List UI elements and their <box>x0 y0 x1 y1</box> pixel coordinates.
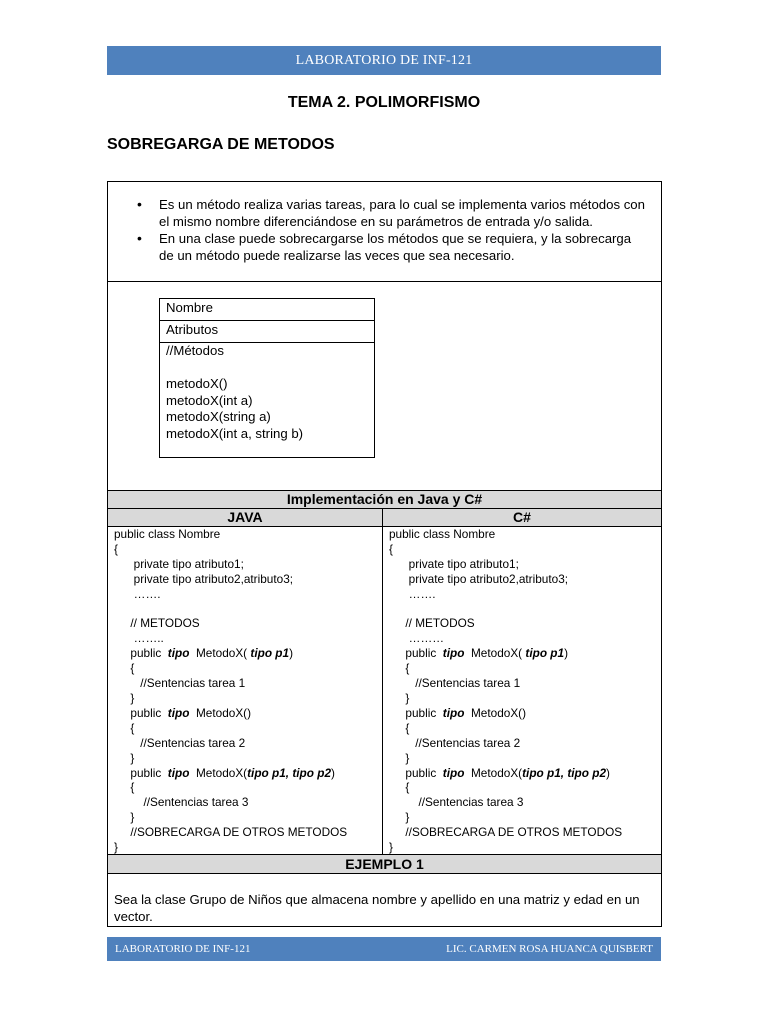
uml-class-diagram <box>159 298 375 458</box>
column-divider <box>382 508 383 854</box>
csharp-header: C# <box>383 509 661 526</box>
header-text: LABORATORIO DE INF-121 <box>295 53 473 68</box>
page-title: TEMA 2. POLIMORFISMO <box>287 94 481 111</box>
definition-list <box>137 196 647 264</box>
page-footer <box>107 937 661 961</box>
footer-right-text: LIC. CARMEN ROSA HUANCA QUISBERT <box>446 943 653 955</box>
java-header: JAVA <box>108 509 382 526</box>
page-header <box>107 46 661 75</box>
uml-class-name: Nombre <box>160 299 374 321</box>
uml-methods <box>166 343 303 443</box>
bullet-item: • En una clase puede sobrecargarse los métodos que se requiera, y la sobrecarga de un método puede realizarse las veces que sea necesario. <box>137 230 647 264</box>
section-title: SOBREGARGA DE METODOS <box>107 136 335 153</box>
uml-methods-header: //Métodos <box>166 343 224 358</box>
uml-method: metodoX(int a) <box>166 392 253 408</box>
bullet-item: • Es un método realiza varias tareas, para lo cual se implementa varios métodos con el mismo nombre diferenciándose en su parámetros de entrada y/o salida. <box>137 196 647 230</box>
impl-header: Implementación en Java y C# <box>108 491 661 508</box>
footer-left-text: LABORATORIO DE INF-121 <box>115 943 251 955</box>
csharp-code: public class Nombre { private tipo atributo1; private tipo atributo2,atributo3; ……. // METODOS ……… public tipo MetodoX( tipo p1) { //Sentencias tarea 1 } public tipo MetodoX() { //Sentencias tarea 2 } public tipo MetodoX(tipo p1, tipo p2) { //Sentencias tarea 3 } //SOBRECARGA DE OTROS METODOS } <box>389 527 623 855</box>
uml-method: metodoX(string a) <box>166 409 271 425</box>
uml-method: metodoX() <box>166 376 228 392</box>
java-code: public class Nombre { private tipo atributo1; private tipo atributo2,atributo3; ……. // METODOS …….. public tipo MetodoX( tipo p1) { //Sentencias tarea 1 } public tipo MetodoX() { //Sentencias tarea 2 } public tipo MetodoX(tipo p1, tipo p2) { //Sentencias tarea 3 } //SOBRECARGA DE OTROS METODOS } <box>114 527 348 855</box>
uml-method: metodoX(int a, string b) <box>166 425 304 441</box>
example-header: EJEMPLO 1 <box>108 855 661 873</box>
uml-attributes: Atributos <box>160 321 374 343</box>
divider <box>107 873 662 874</box>
divider <box>107 281 662 282</box>
example-text: Sea la clase Grupo de Niños que almacena nombre y apellido en una matriz y edad en un vector. <box>114 892 640 924</box>
